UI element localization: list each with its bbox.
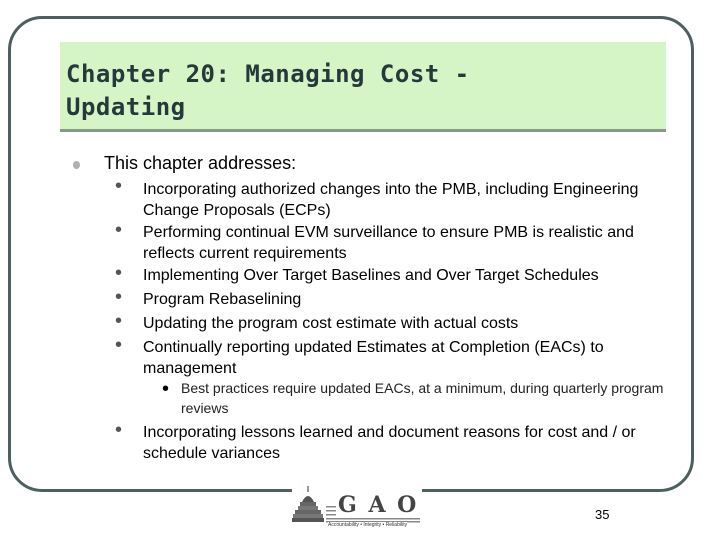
bullet-icon: • [115, 262, 123, 284]
level1-bullet-icon [73, 161, 80, 169]
title-banner [60, 42, 666, 132]
bullet-icon: • [115, 286, 123, 308]
list-item: Program Rebaselining [143, 291, 302, 308]
list-item: Performing continual EVM surveillance to ensure PMB is realistic and reflects current requirements [143, 224, 634, 262]
bullet-icon: • [115, 219, 123, 241]
bullet-icon: • [115, 175, 123, 197]
sub-list-item: Best practices require updated EACs, at a minimum, during quarterly program reviews [181, 380, 664, 416]
gao-logo [292, 484, 422, 530]
bullet-icon: • [115, 419, 123, 441]
bullet-icon: • [115, 310, 123, 332]
list-item: Incorporating authorized changes into the PMB, including Engineering Change Proposals (ECPs) [143, 181, 639, 219]
list-item: Updating the program cost estimate with actual costs [143, 315, 519, 332]
logo-letters: G A O [338, 492, 419, 518]
logo-tagline: Accountability • Integrity • Reliability [328, 522, 408, 528]
bullet-icon: • [115, 334, 123, 356]
page-number: 35 [595, 507, 610, 522]
list-item: Incorporating lessons learned and document reasons for cost and / or schedule variances [143, 424, 636, 462]
list-item: Implementing Over Target Baselines and Over Target Schedules [143, 267, 599, 284]
list-item: Continually reporting updated Estimates at Completion (EACs) to management [143, 339, 604, 377]
slide-title: Chapter 20: Managing Cost - Updating [66, 60, 470, 121]
intro-text: This chapter addresses: [104, 153, 297, 173]
sub-bullet-icon: • [162, 378, 170, 400]
